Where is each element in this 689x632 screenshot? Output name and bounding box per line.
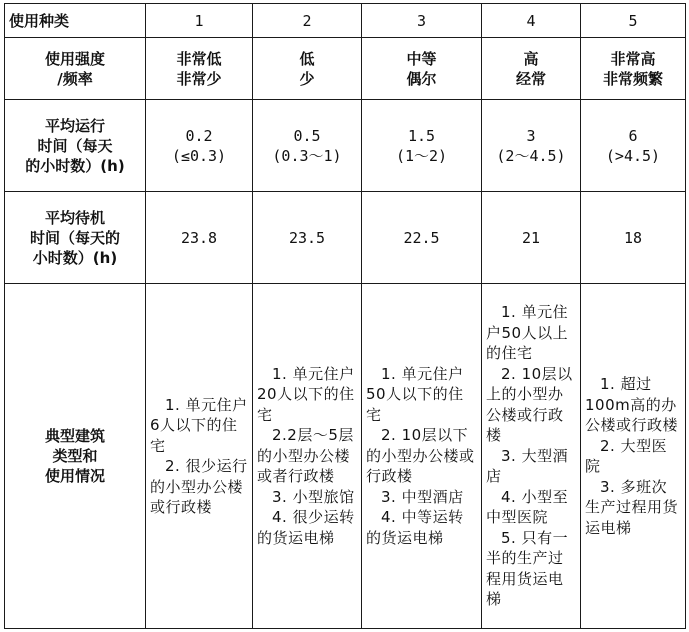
cell-text-line: 偶尔 <box>406 69 437 88</box>
avg-standby-cell-5: 18 <box>581 192 686 284</box>
category-4-header: 4 <box>482 4 581 38</box>
category-3-header: 3 <box>362 4 482 38</box>
typical-cell-5 <box>581 284 686 629</box>
typical-row <box>5 284 686 629</box>
avg-standby-label <box>5 192 146 284</box>
cell-text-line: 5. 只有一半的生产过程用货运电梯 <box>486 528 569 609</box>
cell-text-line: 1.5 <box>407 126 436 145</box>
cell-text-line: 1. 单元住户20人以下的住宅 <box>257 364 355 424</box>
avg-run-row <box>5 100 686 192</box>
avg-standby-cell-3: 22.5 <box>362 192 482 284</box>
intensity-cell-2 <box>253 38 362 100</box>
cell-text-line: 1. 单元住户50人以上的住宅 <box>486 303 569 363</box>
cell-text-line: (>4.5) <box>605 146 661 165</box>
cell-text-line: 高 <box>523 49 539 68</box>
cell-text-line: 3. 小型旅馆 <box>272 487 355 506</box>
avg-run-cell-3 <box>362 100 482 192</box>
cell-text-line: 平均运行 <box>44 116 105 135</box>
cell-text-line: 0.2 <box>185 126 213 145</box>
cell-text-line: 3. 大型酒店 <box>486 446 569 486</box>
typical-cell-4 <box>482 284 581 629</box>
category-2-header: 2 <box>253 4 362 38</box>
intensity-row <box>5 38 686 100</box>
elevator-usage-table <box>4 3 686 629</box>
cell-text-line: (≤0.3) <box>171 146 227 165</box>
cell-text-line: 使用情况 <box>44 467 105 485</box>
cell-text-line: 类型和 <box>52 447 98 465</box>
cell-text-line: 非常频繁 <box>602 69 663 88</box>
avg-run-label <box>5 100 146 192</box>
cell-text-line: 3 <box>526 126 536 145</box>
intensity-label <box>5 38 146 100</box>
avg-standby-row <box>5 192 686 284</box>
cell-text-line: 3. 多班次生产过程用货运电梯 <box>585 477 679 537</box>
cell-text-line: 4. 很少运转的货运电梯 <box>257 508 355 547</box>
cell-text-line: (0.3～1) <box>272 146 342 165</box>
header-row <box>5 4 686 38</box>
avg-run-cell-1 <box>146 100 253 192</box>
cell-text-line: (2～4.5) <box>496 146 566 165</box>
cell-text-line: 非常低 <box>176 49 222 68</box>
intensity-cell-4 <box>482 38 581 100</box>
avg-run-cell-4 <box>482 100 581 192</box>
avg-standby-cell-4: 21 <box>482 192 581 284</box>
cell-text-line: 1. 单元住户6人以下的住宅 <box>150 395 248 455</box>
cell-text-line: 4. 小型至中型医院 <box>486 487 569 527</box>
category-1-header: 1 <box>146 4 253 38</box>
cell-text-line: 2.2层～5层的小型办公楼或者行政楼 <box>257 426 354 486</box>
typical-cell-3 <box>362 284 482 629</box>
cell-text-line: 使用强度 <box>44 49 105 68</box>
cell-text-line: 经常 <box>515 69 546 88</box>
intensity-cell-5 <box>581 38 686 100</box>
intensity-cell-1 <box>146 38 253 100</box>
cell-text-line: 2. 10层以上的小型办公楼或行政楼 <box>486 364 573 445</box>
cell-text-line: 非常少 <box>176 69 222 88</box>
cell-text-line: 2. 很少运行的小型办公楼或行政楼 <box>150 457 248 516</box>
cell-text-line: 中等 <box>406 49 437 68</box>
cell-text-line: 典型建筑 <box>44 427 105 445</box>
avg-run-cell-5 <box>581 100 686 192</box>
intensity-cell-3 <box>362 38 482 100</box>
avg-standby-cell-2: 23.5 <box>253 192 362 284</box>
usage-category-header: 使用种类 <box>5 4 146 38</box>
cell-text-line: /频率 <box>57 69 93 88</box>
cell-text-line: 2. 10层以下的小型办公楼或行政楼 <box>366 426 475 486</box>
typical-cell-2 <box>253 284 362 629</box>
cell-text-line: 平均待机 <box>44 208 105 227</box>
cell-text-line: (1～2) <box>395 146 448 165</box>
cell-text-line: 少 <box>299 69 315 88</box>
cell-text-line: 1. 单元住户50人以下的住宅 <box>366 364 464 424</box>
cell-text-line: 非常高 <box>610 49 656 68</box>
cell-text-line: 6 <box>628 126 638 145</box>
cell-text-line: 时间（每天的 <box>29 228 120 247</box>
cell-text-line: 3. 中型酒店 <box>381 487 464 506</box>
cell-text-line: 2. 大型医院 <box>585 436 668 475</box>
avg-run-cell-2 <box>253 100 362 192</box>
typical-cell-1 <box>146 284 253 629</box>
category-5-header: 5 <box>581 4 686 38</box>
cell-text-line: 低 <box>299 49 315 68</box>
cell-text-line: 4. 中等运转的货运电梯 <box>366 508 464 547</box>
cell-text-line: 时间（每天 <box>37 136 113 155</box>
cell-text-line: 的小时数）(h) <box>25 156 125 175</box>
cell-text-line: 小时数）(h) <box>32 248 118 267</box>
cell-text-line: 0.5 <box>293 126 321 145</box>
typical-label <box>5 284 146 629</box>
cell-text-line: 1. 超过100m高的办公楼或行政楼 <box>585 375 679 434</box>
avg-standby-cell-1: 23.8 <box>146 192 253 284</box>
